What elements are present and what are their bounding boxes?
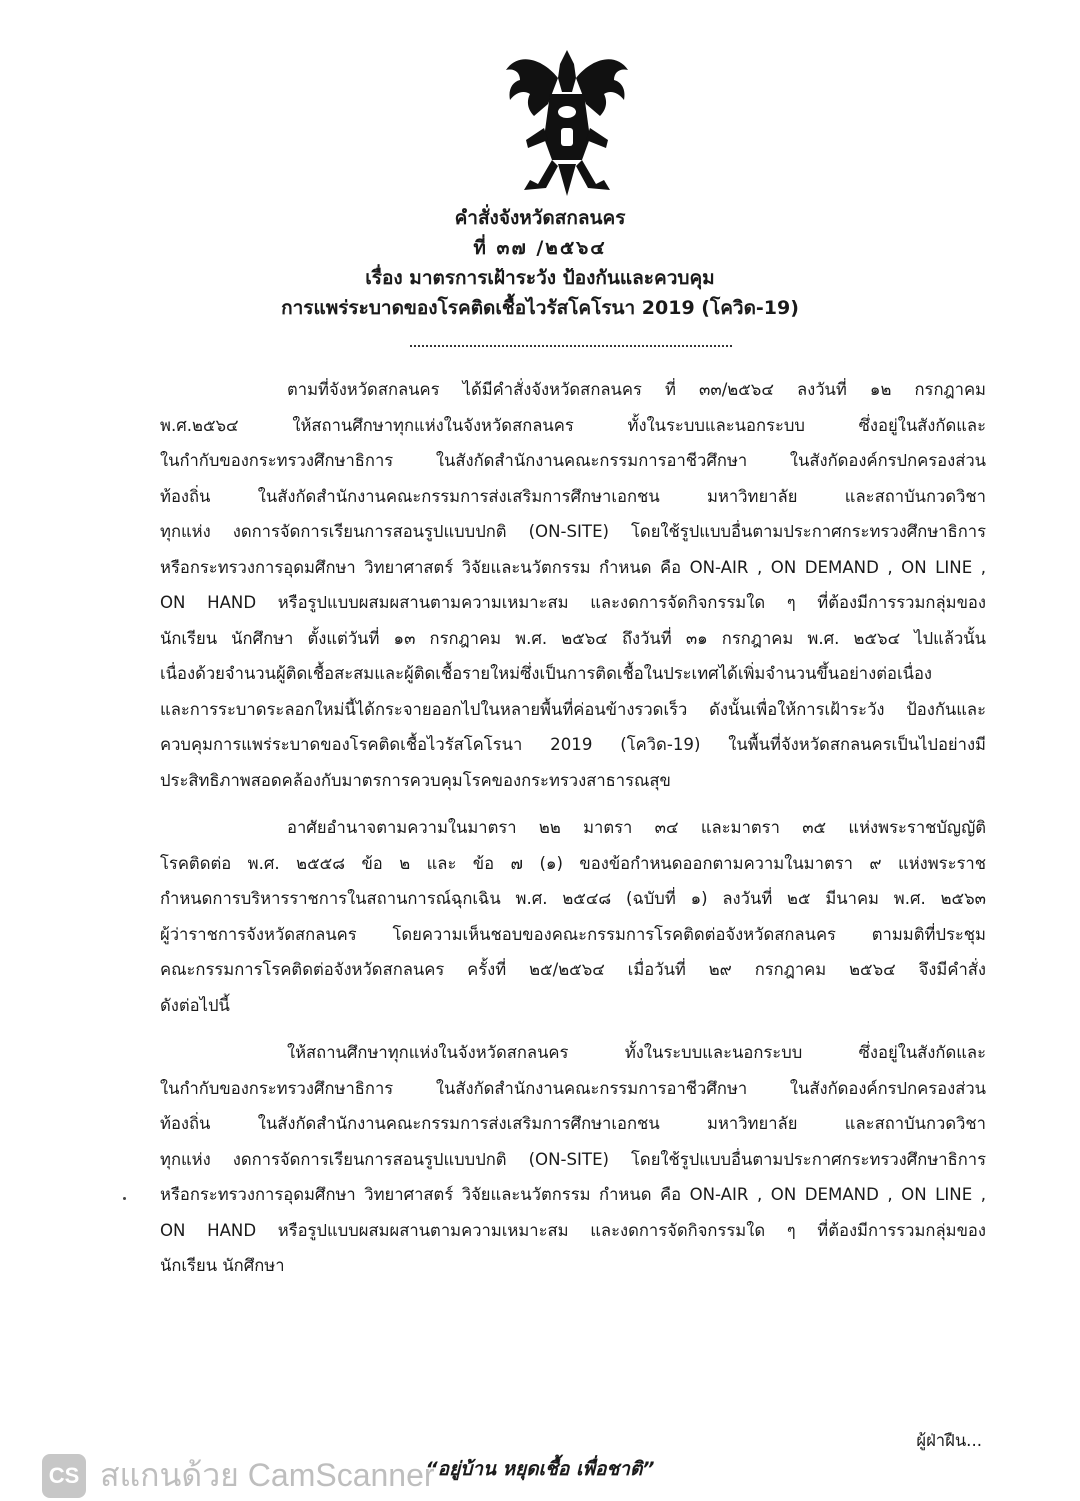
paragraph-3	[160, 1035, 986, 1284]
text-line: หรือกระทรวงการอุดมศึกษา วิทยาศาสตร์ วิจัยและนวัตกรรม กำหนด คือ ON-AIR , ON DEMAND , ON LINE ,	[160, 1185, 986, 1204]
text-line: ตามที่จังหวัดสกลนคร ได้มีคำสั่งจังหวัดสกลนคร ที่ ๓๓/๒๕๖๔ ลงวันที่ ๑๒ กรกฎาคม	[287, 380, 986, 399]
order-number: ที่ ๓๗ /๒๕๖๔	[473, 237, 607, 259]
text-line: ในกำกับของกระทรวงศึกษาธิการ ในสังกัดสำนักงานคณะกรรมการอาชีวศึกษา ในสังกัดองค์กรปกครองส่วน	[160, 451, 986, 470]
text-line: คณะกรรมการโรคติดต่อจังหวัดสกลนคร ครั้งที่ ๒๕/๒๕๖๔ เมื่อวันที่ ๒๙ กรกฎาคม ๒๕๖๔ จึงมีคำสั่ง	[160, 960, 986, 979]
text-line: ทุกแห่ง งดการจัดการเรียนการสอนรูปแบบปกติ (ON-SITE) โดยใช้รูปแบบอื่นตามประกาศกระทรวงศึกษาธิการ	[160, 522, 986, 541]
dotted-separator	[410, 345, 732, 347]
text-line: นักเรียน นักศึกษา	[160, 1256, 285, 1275]
order-title: คำสั่งจังหวัดสกลนคร	[454, 207, 626, 229]
text-line: ให้สถานศึกษาทุกแห่งในจังหวัดสกลนคร ทั้งในระบบและนอกระบบ ซึ่งอยู่ในสังกัดและ	[287, 1043, 986, 1062]
order-subject-line-2: การแพร่ระบาดของโรคติดเชื้อไวรัสโคโรนา 2019 (โควิด-19)	[281, 297, 799, 319]
text-line: โรคติดต่อ พ.ศ. ๒๕๕๘ ข้อ ๒ และ ข้อ ๗ (๑) ของข้อกำหนดออกตามความในมาตรา ๙ แห่งพระราช	[160, 853, 986, 873]
text-line: ON HAND หรือรูปแบบผสมผสานตามความเหมาะสม และงดการจัดกิจกรรมใด ๆ ที่ต้องมีการรวมกลุ่มของ	[160, 1220, 986, 1240]
text-line: กำหนดการบริหารราชการในสถานการณ์ฉุกเฉิน พ.ศ. ๒๕๔๘ (ฉบับที่ ๑) ลงวันที่ ๒๕ มีนาคม พ.ศ. ๒๕๖๓	[160, 889, 986, 908]
text-line: พ.ศ.๒๕๖๔ ให้สถานศึกษาทุกแห่งในจังหวัดสกลนคร ทั้งในระบบและนอกระบบ ซึ่งอยู่ในสังกัดและ	[160, 415, 986, 435]
continuation-text: ผู้ฝ่าฝืน...	[916, 1431, 982, 1450]
camscanner-text: สแกนด้วย CamScanner	[100, 1457, 435, 1493]
text-line: ประสิทธิภาพสอดคล้องกับมาตรการควบคุมโรคของกระทรวงสาธารณสุข	[160, 770, 671, 790]
text-line: เนื่องด้วยจำนวนผู้ติดเชื้อสะสมและผู้ติดเชื้อรายใหม่ซึ่งเป็นการติดเชื้อในประเทศได้เพิ่มจำนวนขึ้นอย่างต่อเนื่อง	[160, 664, 933, 683]
text-line: ท้องถิ่น ในสังกัดสำนักงานคณะกรรมการส่งเสริมการศึกษาเอกชน มหาวิทยาลัย และสถาบันกวดวิชา	[160, 486, 986, 506]
text-line: ผู้ว่าราชการจังหวัดสกลนคร โดยความเห็นชอบของคณะกรรมการโรคติดต่อจังหวัดสกลนคร ตามมติที่ประชุม	[160, 924, 986, 944]
text-line: ON HAND หรือรูปแบบผสมผสานตามความเหมาะสม และงดการจัดกิจกรรมใด ๆ ที่ต้องมีการรวมกลุ่มของ	[160, 593, 986, 612]
text-line: ในกำกับของกระทรวงศึกษาธิการ ในสังกัดสำนักงานคณะกรรมการอาชีวศึกษา ในสังกัดองค์กรปกครองส่วน	[160, 1078, 986, 1098]
text-line: ควบคุมการแพร่ระบาดของโรคติดเชื้อไวรัสโคโรนา 2019 (โควิด-19) ในพื้นที่จังหวัดสกลนครเป็นไปอย่างมี	[160, 735, 986, 754]
text-line: นักเรียน นักศึกษา ตั้งแต่วันที่ ๑๓ กรกฎาคม พ.ศ. ๒๕๖๔ ถึงวันที่ ๓๑ กรกฎาคม พ.ศ. ๒๕๖๔ ไปแล้วนั้น	[160, 628, 986, 648]
text-line: หรือกระทรวงการอุดมศึกษา วิทยาศาสตร์ วิจัยและนวัตกรรม กำหนด คือ ON-AIR , ON DEMAND , ON LINE ,	[160, 557, 986, 577]
order-body	[160, 372, 986, 1284]
scan-speck	[123, 1197, 126, 1200]
text-line: และการระบาดระลอกใหม่นี้ได้กระจายออกไปในหลายพื้นที่ค่อนข้างรวดเร็ว ดังนั้นเพื่อให้การเฝ้าระวัง ป้องกันและ	[160, 699, 986, 719]
order-subject-line-1: เรื่อง มาตรการเฝ้าระวัง ป้องกันและควบคุม	[365, 267, 715, 289]
garuda-emblem	[498, 48, 636, 198]
text-line: ท้องถิ่น ในสังกัดสำนักงานคณะกรรมการส่งเสริมการศึกษาเอกชน มหาวิทยาลัย และสถาบันกวดวิชา	[160, 1114, 986, 1133]
order-header	[0, 203, 1080, 323]
camscanner-watermark	[42, 1450, 435, 1501]
motto-slogan: “อยู่บ้าน หยุดเชื้อ เพื่อชาติ”	[425, 1458, 655, 1480]
paragraph-1	[160, 372, 986, 798]
paragraph-2	[160, 810, 986, 1023]
text-line: ดังต่อไปนี้	[160, 995, 230, 1015]
text-line: อาศัยอำนาจตามความในมาตรา ๒๒ มาตรา ๓๔ และมาตรา ๓๕ แห่งพระราชบัญญัติ	[287, 818, 986, 837]
text-line: ทุกแห่ง งดการจัดการเรียนการสอนรูปแบบปกติ (ON-SITE) โดยใช้รูปแบบอื่นตามประกาศกระทรวงศึกษาธิการ	[160, 1149, 986, 1169]
camscanner-logo-icon: CS	[42, 1454, 86, 1498]
